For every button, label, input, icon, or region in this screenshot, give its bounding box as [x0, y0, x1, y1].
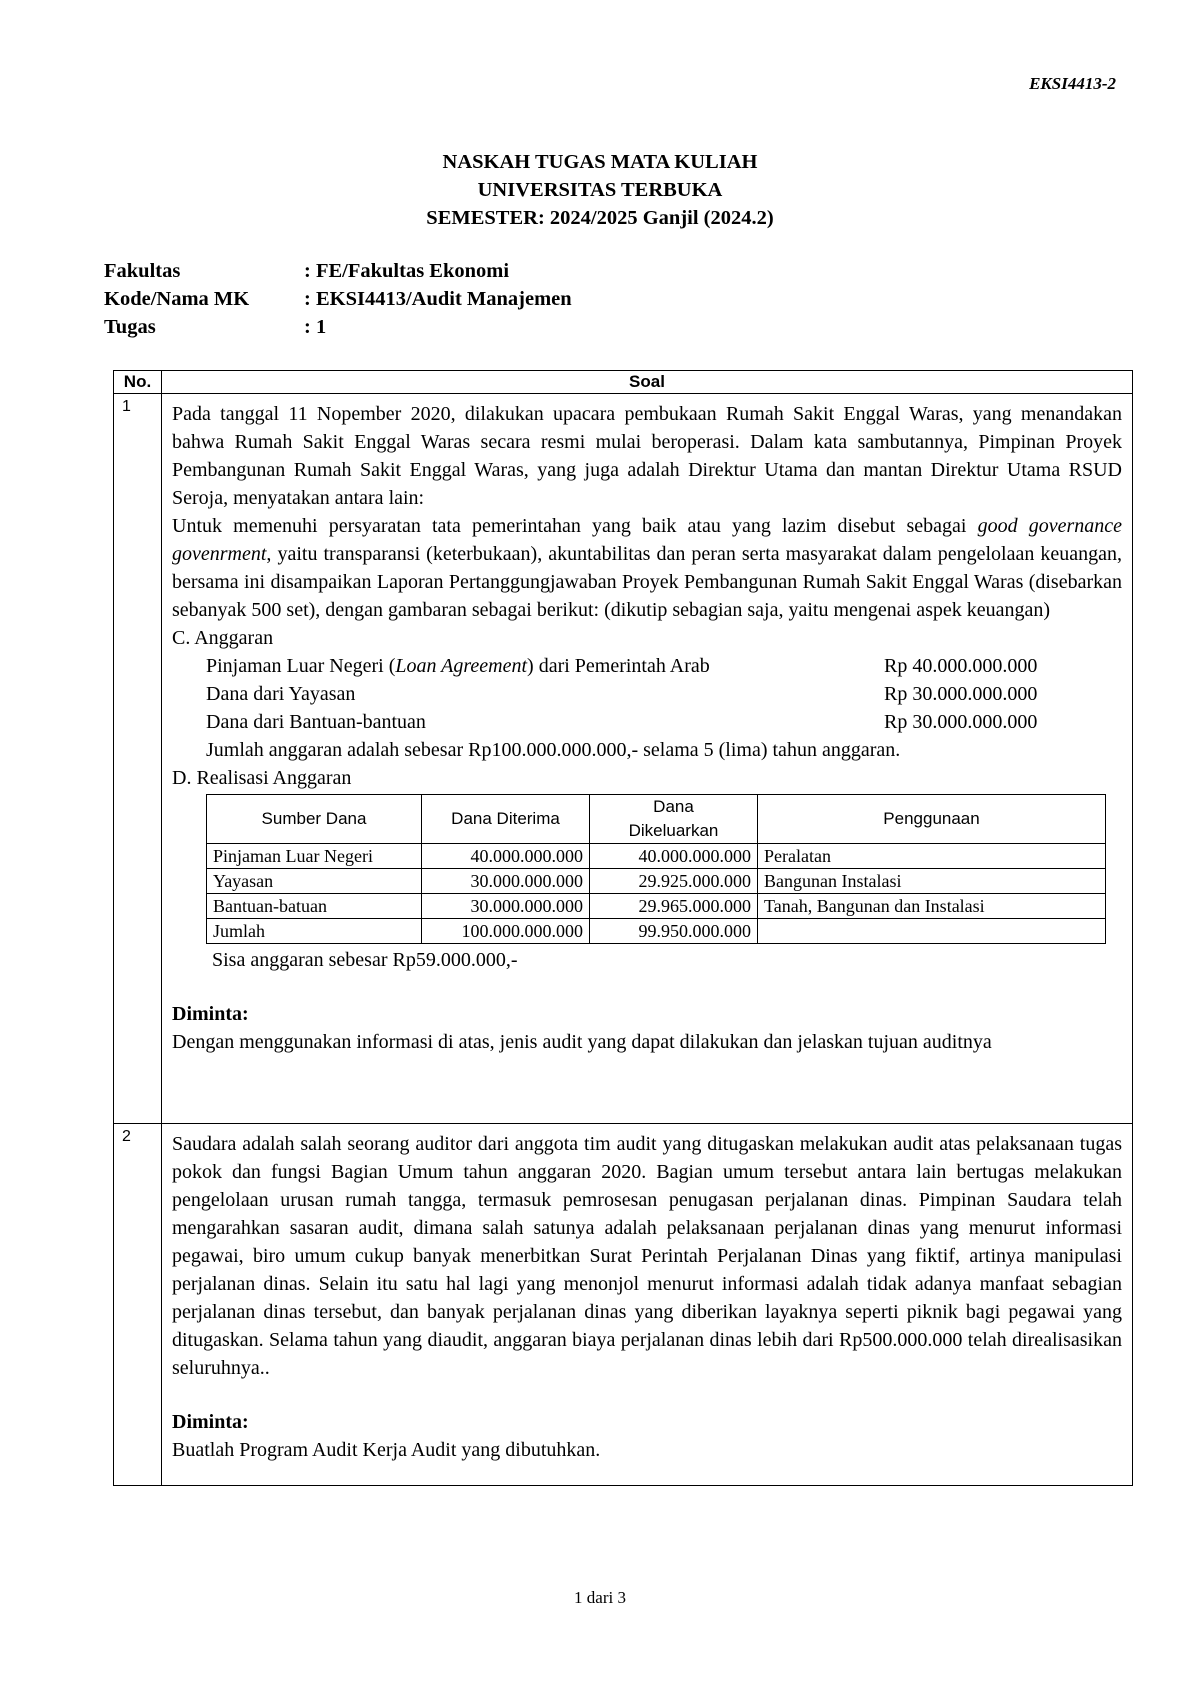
question-row-1 [114, 394, 1133, 1124]
table-row [207, 894, 1106, 919]
diminta-label: Diminta: [172, 1003, 249, 1025]
question-number: 2 [114, 1124, 162, 1486]
cell-dikeluarkan: 40.000.000.000 [590, 844, 758, 869]
cell-diterima: 30.000.000.000 [422, 869, 590, 894]
cell-dikeluarkan: 29.925.000.000 [590, 869, 758, 894]
cell-sumber: Jumlah [207, 919, 422, 944]
question-number: 1 [114, 394, 162, 1124]
cell-penggunaan: Bangunan Instalasi [758, 869, 1106, 894]
section-anggaran: C. Anggaran [172, 627, 274, 649]
cell-diterima: 100.000.000.000 [422, 919, 590, 944]
heading-line-1: NASKAH TUGAS MATA KULIAH [442, 151, 758, 173]
budget-item-amount: Rp 30.000.000.000 [884, 711, 1038, 733]
heading-line-3: SEMESTER: 2024/2025 Ganjil (2024.2) [426, 207, 774, 229]
budget-item [206, 708, 1074, 736]
table-row [207, 844, 1106, 869]
budget-item [206, 680, 1074, 708]
course-meta [104, 257, 572, 341]
cell-penggunaan: Tanah, Bangunan dan Instalasi [758, 894, 1106, 919]
realization-table [206, 794, 1106, 944]
header-soal: Soal [162, 371, 1133, 394]
header-dana-diterima: Dana Diterima [422, 795, 590, 844]
section-realisasi: D. Realisasi Anggaran [172, 767, 352, 789]
questions-table-header [114, 371, 1133, 394]
budget-total: Jumlah anggaran adalah sebesar Rp100.000.000.000,- selama 5 (lima) tahun anggaran. [206, 739, 901, 761]
meta-value: : 1 [304, 316, 327, 338]
page-number: 1 dari 3 [574, 1588, 626, 1607]
meta-value: : EKSI4413/Audit Manajemen [304, 288, 572, 310]
budget-item-label: Dana dari Bantuan-bantuan [206, 711, 426, 733]
cell-sumber: Yayasan [207, 869, 422, 894]
cell-sumber: Pinjaman Luar Negeri [207, 844, 422, 869]
cell-diterima: 30.000.000.000 [422, 894, 590, 919]
meta-row-tugas [104, 313, 572, 341]
header-no: No. [114, 371, 162, 394]
header-sumber-dana: Sumber Dana [207, 795, 422, 844]
question-body [162, 394, 1133, 1124]
questions-table [113, 370, 1133, 1486]
heading-line-2: UNIVERSITAS TERBUKA [477, 179, 723, 201]
meta-label: Fakultas [104, 260, 181, 282]
cell-sumber: Bantuan-batuan [207, 894, 422, 919]
paragraph-text: Untuk memenuhi persyaratan tata pemerintahan yang baik atau yang lazim disebut sebagai [172, 515, 978, 537]
spacer [172, 974, 1122, 1000]
meta-label: Tugas [104, 316, 156, 338]
cell-penggunaan [758, 919, 1106, 944]
meta-row-fakultas [104, 257, 572, 285]
realization-header-row [207, 795, 1106, 844]
document-heading [0, 148, 1200, 232]
cell-diterima: 40.000.000.000 [422, 844, 590, 869]
paragraph-italic: good governance govenrment [172, 515, 1123, 565]
header-penggunaan: Penggunaan [758, 795, 1106, 844]
budget-item [206, 652, 1074, 680]
question-body [162, 1124, 1133, 1486]
question-row-2 [114, 1124, 1133, 1486]
budget-item-amount: Rp 40.000.000.000 [884, 655, 1038, 677]
diminta-text: Dengan menggunakan informasi di atas, jenis audit yang dapat dilakukan dan jelaskan tujuan auditnya [172, 1031, 992, 1053]
header-dana-dikeluarkan: Dana Dikeluarkan [590, 795, 758, 844]
question-intro: Pada tanggal 11 Nopember 2020, dilakukan upacara pembukaan Rumah Sakit Enggal Waras, yang menandakan bahwa Rumah Sakit Enggal Waras secara resmi mulai beroperasi. Dalam kata sambutannya, Pimpinan Proyek Pembangunan Rumah Sakit Enggal Waras, yang juga adalah Direktur Utama dan mantan Direktur Utama RSUD Seroja, menyatakan antara lain: [172, 403, 1122, 509]
table-row [207, 869, 1106, 894]
paragraph-text: , yaitu transparansi (keterbukaan), akuntabilitas dan peran serta masyarakat dalam pengelolaan keuangan, bersama ini disampaikan Laporan Pertanggungjawaban Proyek Pembangunan Rumah Sakit Enggal Waras (disebarkan sebanyak 500 set), dengan gambaran sebagai berikut: (dikutip sebagian saja, yaitu mengenai aspek keuangan) [172, 543, 1122, 621]
cell-dikeluarkan: 99.950.000.000 [590, 919, 758, 944]
spacer [172, 1382, 1122, 1408]
table-row-total [207, 919, 1106, 944]
budget-item-amount: Rp 30.000.000.000 [884, 683, 1038, 705]
remaining-budget: Sisa anggaran sebesar Rp59.000.000,- [212, 949, 518, 971]
meta-value: : FE/Fakultas Ekonomi [304, 260, 510, 282]
budget-list [172, 652, 1122, 764]
diminta-text: Buatlah Program Audit Kerja Audit yang dibutuhkan. [172, 1439, 601, 1461]
cell-dikeluarkan: 29.965.000.000 [590, 894, 758, 919]
meta-label: Kode/Nama MK [104, 288, 250, 310]
question-paragraph [172, 512, 1122, 624]
cell-penggunaan: Peralatan [758, 844, 1106, 869]
question-text: Saudara adalah salah seorang auditor dari anggota tim audit yang ditugaskan melakukan audit atas pelaksanaan tugas pokok dan fungsi Bagian Umum tahun anggaran 2020. Bagian umum tersebut antara lain bertugas melakukan pengelolaan urusan rumah tangga, termasuk pemrosesan penugasan perjalanan dinas. Pimpinan Saudara telah mengarahkan sasaran audit, dimana salah satunya adalah pelaksanaan perjalanan dinas yang menurut informasi pegawai, biro umum cukup banyak menerbitkan Surat Perintah Perjalanan Dinas yang fiktif, artinya manipulasi perjalanan dinas. Selain itu satu hal lagi yang menonjol menurut informasi adalah tidak adanya manfaat sebagian perjalanan dinas tersebut, dan banyak perjalanan dinas yang diberikan layaknya seperti piknik bagi pegawai yang ditugaskan. Selama tahun yang diaudit, anggaran biaya perjalanan dinas lebih dari Rp500.000.000 telah direalisasikan seluruhnya.. [172, 1133, 1122, 1379]
diminta-label: Diminta: [172, 1411, 249, 1433]
budget-item-label: Dana dari Yayasan [206, 683, 356, 705]
budget-item-label: Pinjaman Luar Negeri (Loan Agreement) dari Pemerintah Arab [206, 655, 710, 677]
document-code: EKSI4413-2 [1029, 74, 1116, 93]
meta-row-kode [104, 285, 572, 313]
